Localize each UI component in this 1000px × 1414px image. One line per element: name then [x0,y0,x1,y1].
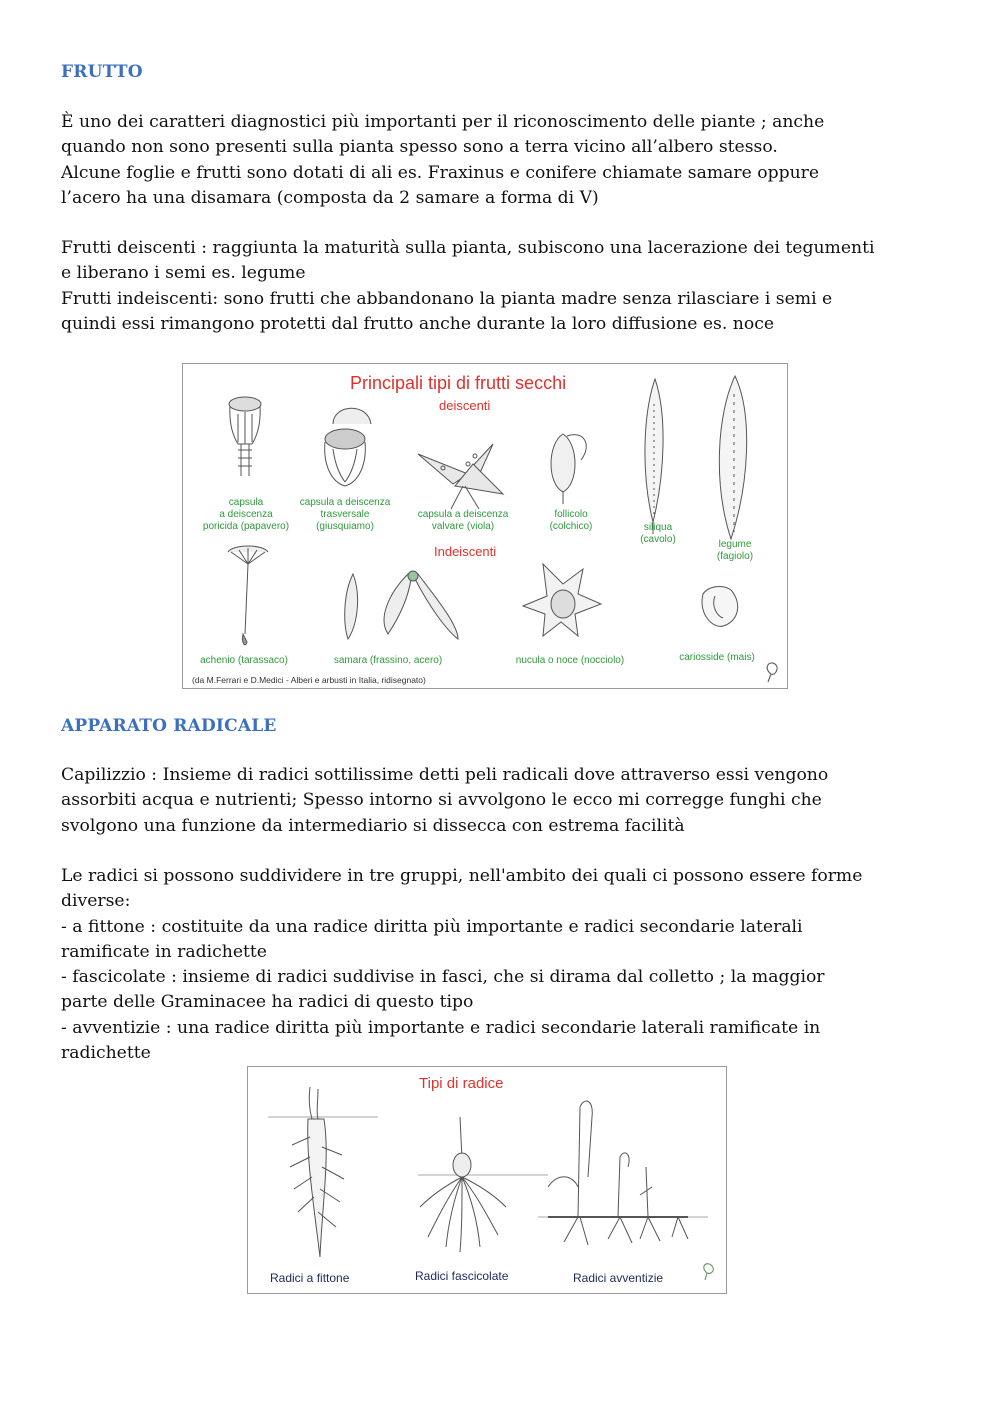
section-heading-apparato-radicale: APPARATO RADICALE [61,716,277,736]
capsule-trasversale-illustration [325,408,371,486]
text-line: Alcune foglie e frutti sono dotati di ali es. Fraxinus e conifere chiamate samare oppure [61,162,820,183]
text-line: È uno dei caratteri diagnostici più importanti per il riconoscimento delle piante ; anche [61,112,825,132]
caption-radici-fascicolate: Radici fascicolate [415,1269,509,1283]
caption-achenio: achenio (tarassaco) [200,655,288,666]
paragraph-capilizzio [61,763,951,839]
root-illustrations [248,1067,726,1293]
samara-illustration [345,571,458,639]
group-label-deiscenti: deiscenti [439,398,491,413]
text-line: assorbiti acqua e nutrienti; Spesso intorno si avvolgono le ecco mi corregge funghi che [61,790,822,811]
radice-fittone-illustration [290,1087,344,1257]
figure-title: Tipi di radice [419,1075,504,1092]
text-line: Frutti indeiscenti: sono frutti che abbandonano la pianta madre senza rilasciare i semi e [61,288,833,309]
figure-title: Principali tipi di frutti secchi [350,373,567,393]
text-line: - fascicolate : insieme di radici suddivise in fasci, che si dirama dal colletto ; la maggior [61,967,825,988]
text-line: Capilizzio : Insieme di radici sottilissime detti peli radicali dove attraverso essi vengono [61,765,829,785]
publisher-logo-icon [767,663,777,682]
caption-capsula-valvare: capsula a deiscenza valvare (viola) [417,509,509,532]
text-line: radichette [61,1043,151,1064]
caption-legume: legume (fagiolo) [716,539,754,562]
text-line: - a fittone : costituite da una radice diritta più importante e radici secondarie laterali [61,916,803,937]
caption-capsula-poricida: capsula a deiscenza poricida (papavero) [202,497,290,532]
caption-radici-avventizie: Radici avventizie [573,1271,664,1285]
caption-siliqua: siliqua (cavolo) [640,522,676,545]
group-label-indeiscenti: Indeiscenti [434,544,497,559]
figure-credit: (da M.Ferrari e D.Medici - Alberi e arbusti in Italia, ridisegnato) [192,675,426,685]
caption-follicolo: follicolo (colchico) [549,509,593,532]
text-line: Frutti deiscenti : raggiunta la maturità sulla pianta, subiscono una lacerazione dei tegumenti [61,238,875,258]
paragraph-frutto-intro [61,110,951,211]
cariosside-illustration [702,587,738,627]
text-line: diverse: [61,891,131,912]
caption-nucula: nucula o noce (nocciolo) [515,655,625,666]
publisher-logo-icon [704,1264,713,1280]
text-line: quindi essi rimangono protetti dal frutto anche durante la loro diffusione es. noce [61,313,774,334]
paragraph-tipi-radici [61,864,951,1066]
text-line: parte delle Graminacee ha radici di questo tipo [61,992,474,1013]
caption-radici-fittone: Radici a fittone [270,1271,350,1285]
radice-fascicolate-illustration [420,1117,506,1252]
caption-samara: samara (frassino, acero) [333,655,443,666]
capsule-poricida-illustration [229,397,261,476]
figure-tipi-radice [247,1066,727,1294]
text-line: ramificate in radichette [61,941,267,962]
text-line: quando non sono presenti sulla pianta spesso sono a terra vicino all’albero stesso. [61,137,778,158]
nucula-illustration [523,564,601,636]
radice-avventizie-illustration [548,1101,688,1245]
text-line: - avventizie : una radice diritta più importante e radici secondarie laterali ramificate in [61,1017,821,1038]
text-line: Le radici si possono suddividere in tre gruppi, nell'ambito dei quali ci possono essere forme [61,866,863,886]
text-line: l’acero ha una disamara (composta da 2 samare a forma di V) [61,187,599,208]
text-line: e liberano i semi es. legume [61,263,306,284]
achenio-illustration [228,546,268,645]
siliqua-illustration [645,379,663,534]
caption-capsula-trasversale: capsula a deiscenza trasversale (giusquiamo) [299,497,391,532]
follicolo-illustration [551,434,586,504]
paragraph-frutti-deiscenti [61,236,951,337]
figure-frutti-secchi [182,363,788,689]
capsule-valvare-illustration [418,444,503,509]
text-line: svolgono una funzione da intermediario si dissecca con estrema facilità [61,815,685,836]
caption-cariosside: cariosside (mais) [679,652,755,663]
section-heading-frutto: FRUTTO [61,62,143,82]
legume-illustration [719,376,746,539]
